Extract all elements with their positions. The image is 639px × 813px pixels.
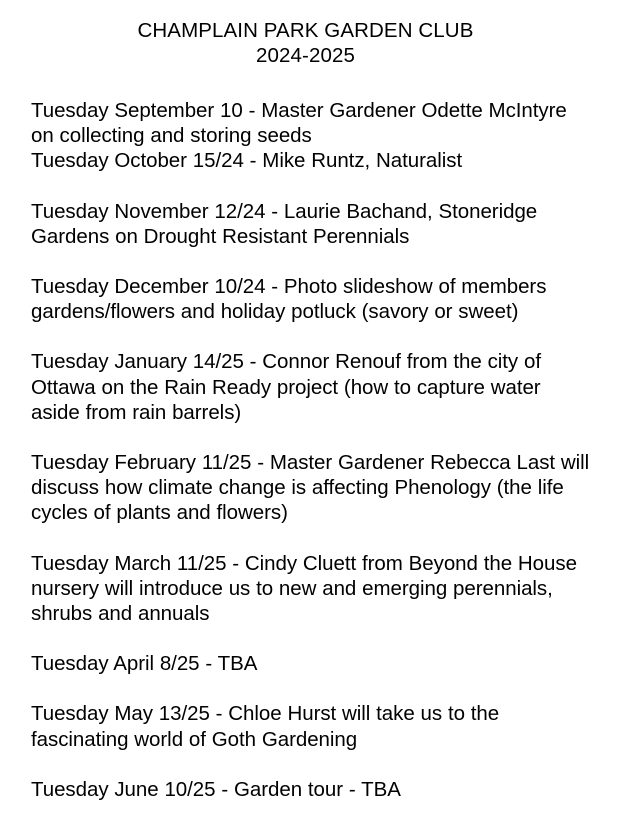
schedule-entry-june: Tuesday June 10/25 - Garden tour - TBA xyxy=(31,777,401,801)
document-header xyxy=(31,18,594,68)
schedule-entry-december: Tuesday December 10/24 - Photo slideshow of members gardens/flowers and holiday potluck (savory or sweet) xyxy=(31,275,547,324)
schedule-list xyxy=(31,98,594,802)
schedule-entry-september: Tuesday September 10 - Master Gardener Odette McIntyre on collecting and storing seeds xyxy=(31,99,567,148)
organization-title: CHAMPLAIN PARK GARDEN CLUB xyxy=(137,19,474,42)
schedule-entry-march: Tuesday March 11/25 - Cindy Cluett from Beyond the House nursery will introduce us to new and emerging perennials, shrubs and annuals xyxy=(31,551,577,626)
schedule-entry-november: Tuesday November 12/24 - Laurie Bachand, Stoneridge Gardens on Drought Resistant Perennials xyxy=(31,199,538,248)
schedule-entry-october: Tuesday October 15/24 - Mike Runtz, Naturalist xyxy=(31,149,463,173)
schedule-entry-may: Tuesday May 13/25 - Chloe Hurst will take us to the fascinating world of Goth Gardening xyxy=(31,702,500,751)
season-subtitle: 2024-2025 xyxy=(256,44,355,67)
schedule-entry-april: Tuesday April 8/25 - TBA xyxy=(31,652,258,676)
schedule-entry-february: Tuesday February 11/25 - Master Gardener Rebecca Last will discuss how climate change is affecting Phenology (the life cycles of plants and flowers) xyxy=(31,451,590,525)
schedule-entry-january: Tuesday January 14/25 - Connor Renouf from the city of Ottawa on the Rain Ready project (how to capture water aside from rain barrels) xyxy=(31,350,541,424)
